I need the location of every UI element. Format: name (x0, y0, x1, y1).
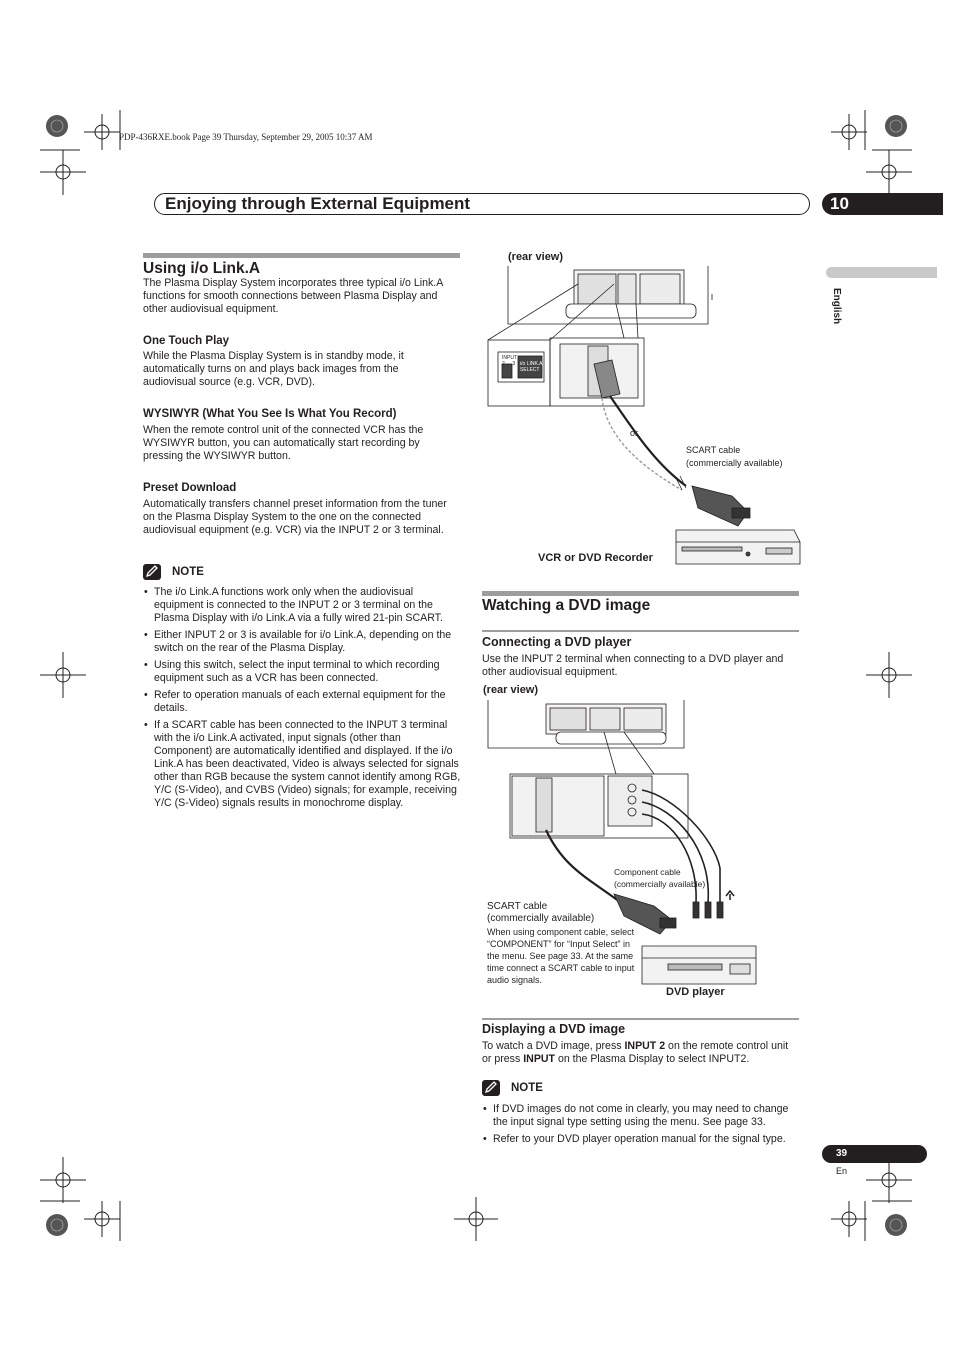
scart-cable-label-2a: SCART cable (487, 901, 548, 912)
displaying-text (482, 1040, 800, 1066)
note-item: • The i/o Link.A functions work only when the audiovisual equipment is connected to the INPUT 2 or 3 terminal on the Plasma Display with i/o Link.A via a fully wired 21-pin SCART. (143, 586, 461, 625)
page-number: 39 (822, 1145, 927, 1163)
notes-list-right (482, 1103, 800, 1150)
dvd-player-label: DVD player (666, 986, 725, 998)
scart-cable-label-1b: (commercially available) (686, 458, 783, 468)
section-rule-right (482, 591, 799, 596)
subsection-rule-displaying (482, 1018, 799, 1020)
displaying-text-3: on the Plasma Display to select INPUT2. (555, 1053, 750, 1065)
language-label: English (831, 288, 842, 325)
note-item: • If a SCART cable has been connected to the INPUT 3 terminal with the i/o Link.A activated, input signals (other than Component) are automatically identified and displayed. If the i/o Link.A has been deactivated, Video is always selected for signals other than RGB because the system cannot identify among RGB, Y/C (S-Video), and CVBS (Video) signals; for example, receiving Y/C (S-Video) signals results in monochrome display. (143, 719, 461, 810)
section-title-dvd: Watching a DVD image (482, 597, 651, 614)
preset-title: Preset Download (143, 482, 237, 494)
input-key: INPUT (523, 1053, 555, 1065)
section-rule-left (143, 253, 460, 258)
one-touch-title: One Touch Play (143, 335, 230, 347)
scart-cable-label-2b: (commercially available) (487, 913, 595, 924)
wysiwyr-text: When the remote control unit of the connected VCR has the WYSIWYR button, you can automatically start recording by pressing the WYSIWYR button. (143, 424, 424, 462)
rear-view-label-2: (rear view) (483, 684, 539, 696)
input2-key: INPUT 2 (624, 1040, 666, 1052)
component-cable-label-b: (commercially available) (614, 879, 706, 889)
vcr-connection-diagram (486, 264, 806, 574)
rear-view-label-1: (rear view) (508, 251, 564, 263)
note-item: • Refer to your DVD player operation manual for the signal type. (482, 1133, 800, 1146)
note-item: • Refer to operation manuals of each external equipment for the details. (143, 689, 461, 715)
iolink-intro: The Plasma Display System incorporates three typical i/o Link.A functions for smooth connections between Plasma Display and other audiovisual equipment. (143, 277, 443, 315)
note-item: • If DVD images do not come in clearly, you may need to change the input signal type setting using the menu. See page 33. (482, 1103, 800, 1129)
note-label-left: NOTE (172, 566, 204, 578)
wysiwyr-title: WYSIWYR (What You See Is What You Record) (143, 408, 397, 420)
displaying-title: Displaying a DVD image (482, 1022, 626, 1036)
subsection-rule-connecting (482, 630, 799, 632)
language-tab (826, 267, 937, 278)
note-item: • Using this switch, select the input terminal to which recording equipment such as a VCR has been connected. (143, 659, 461, 685)
book-info-line: PDP-436RXE.book Page 39 Thursday, September 29, 2005 10:37 AM (119, 132, 373, 142)
component-note-text: When using component cable, select “COMPONENT” for “Input Select” in the menu. See page 33. At the same time connect a SCART cable to input audio signals. (487, 927, 635, 985)
connecting-text: Use the INPUT 2 terminal when connecting to a DVD player and other audiovisual equipment. (482, 653, 784, 678)
section-title-iolink: Using i/o Link.A (143, 260, 261, 277)
notes-list-left (143, 586, 461, 814)
switch-label-select: SELECT (520, 367, 540, 373)
note-pencil-icon (482, 1080, 500, 1096)
displaying-text-2: on the remote control unit or press (482, 1040, 789, 1065)
one-touch-text: While the Plasma Display System is in standby mode, it automatically turns on and plays back images from the audiovisual source (e.g. VCR, DVD). (143, 350, 404, 388)
page-language: En (836, 1166, 848, 1176)
chapter-title: Enjoying through External Equipment (165, 194, 471, 213)
recorder-label: VCR or DVD Recorder (538, 552, 653, 564)
scart-cable-label-1a: SCART cable (686, 445, 741, 455)
connecting-title: Connecting a DVD player (482, 635, 632, 649)
chapter-number: 10 (822, 193, 943, 215)
displaying-text-1: To watch a DVD image, press (482, 1040, 625, 1052)
note-item: • Either INPUT 2 or 3 is available for i/o Link.A, depending on the switch on the rear of the Plasma Display. (143, 629, 461, 655)
preset-text: Automatically transfers channel preset information from the tuner on the Plasma Display System to the one on the connected audiovisual equipment (e.g. VCR) via the INPUT 2 or 3 terminal. (143, 498, 447, 536)
switch-label-input: INPUT (502, 355, 517, 361)
switch-label-link: i/o LINK.A (520, 361, 543, 367)
or-label: or (630, 428, 639, 438)
note-pencil-icon (143, 564, 161, 580)
note-label-right: NOTE (511, 1082, 543, 1094)
switch-label-23: 2 ↔ 3 (502, 361, 516, 367)
component-cable-label-a: Component cable (614, 867, 681, 877)
